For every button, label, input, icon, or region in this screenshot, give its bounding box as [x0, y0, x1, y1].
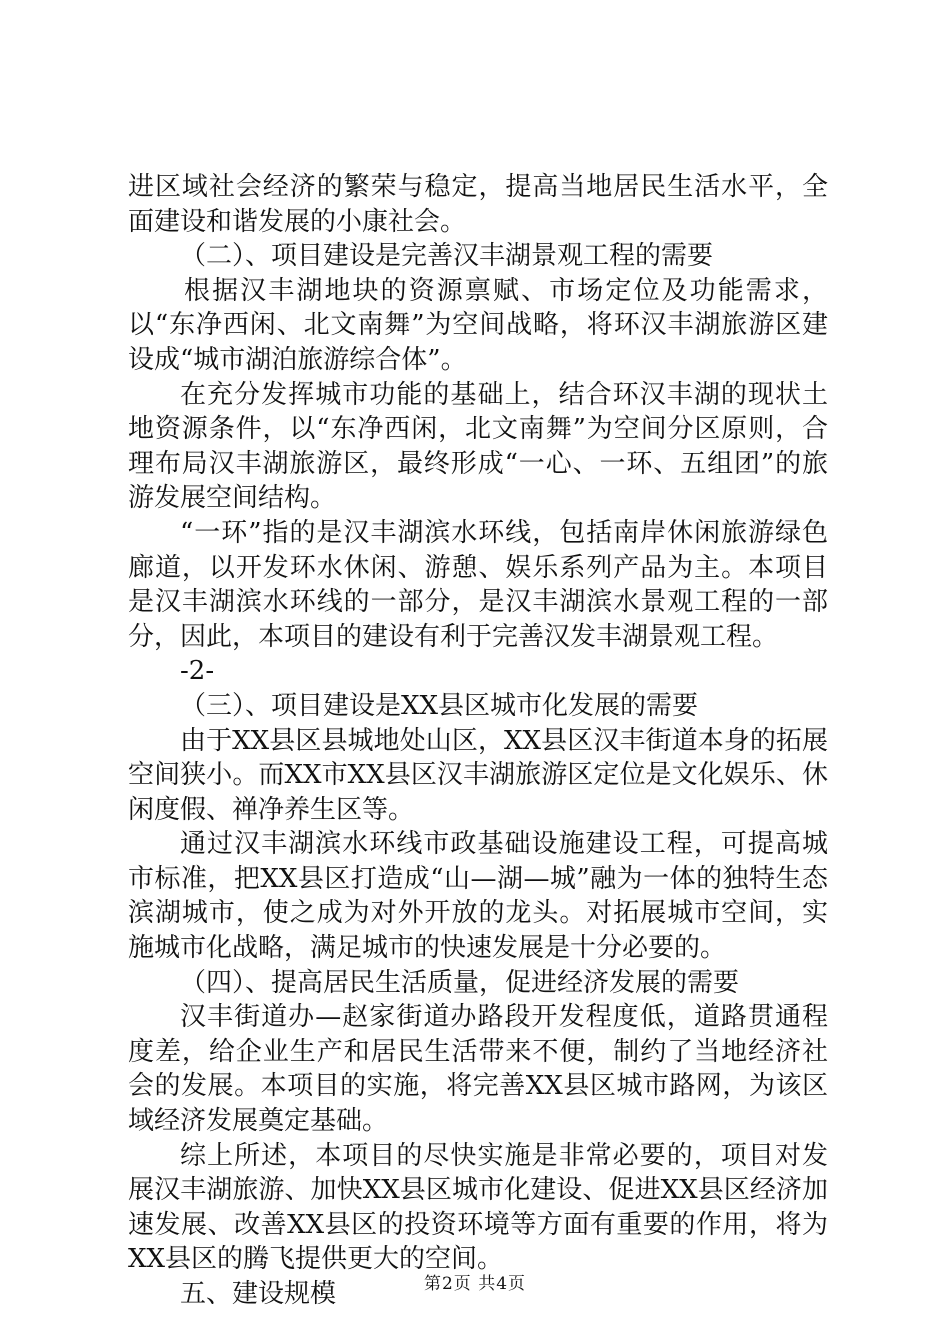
paragraph-urban-standard: 通过汉丰湖滨水环线市政基础设施建设工程，可提高城市标准，把XX县区打造成“山—湖—城”融为一体的独特生态滨湖城市，使之成为对外开放的龙头。对拓展城市空间，实施城市化战略，满足城市的快速发展是十分必要的。: [128, 829, 828, 964]
section-heading-2: （二）、项目建设是完善汉丰湖景观工程的需要: [180, 241, 714, 272]
paragraph-spatial-structure: 在充分发挥城市功能的基础上，结合环汉丰湖的现状土地资源条件，以“东净西闲，北文南舞”为空间分区原则，合理布局汉丰湖旅游区，最终形成“一心、一环、五组团”的旅游发展空间结构。: [128, 379, 828, 514]
document-body: [128, 170, 828, 1312]
paragraph-mountain-county: 由于XX县区县城地处山区，XX县区汉丰街道本身的拓展空间狭小。而XX市XX县区汉丰湖旅游区定位是文化娱乐、休闲度假、禅净养生区等。: [128, 725, 828, 825]
paragraph-one-ring: “一环”指的是汉丰湖滨水环线，包括南岸休闲旅游绿色廊道，以开发环水休闲、游憩、娱乐系列产品为主。本项目是汉丰湖滨水环线的一部分，是汉丰湖滨水景观工程的一部分，因此，本项目的建设有利于完善汉发丰湖景观工程。: [128, 517, 828, 652]
section-heading-4: （四）、提高居民生活质量，促进经济发展的需要: [180, 967, 740, 998]
page-marker: -2-: [180, 656, 215, 687]
paragraph-continuation: 进区域社会经济的繁荣与稳定，提高当地居民生活水平，全面建设和谐发展的小康社会。: [128, 172, 828, 237]
page-footer: 第2页 共4页: [423, 1274, 527, 1294]
paragraph-spatial-strategy: 根据汉丰湖地块的资源禀赋、市场定位及功能需求，以“东净西闲、北文南舞”为空间战略，将环汉丰湖旅游区建设成“城市湖泊旅游综合体”。: [128, 275, 828, 375]
section-heading-3: （三）、项目建设是XX县区城市化发展的需要: [180, 690, 699, 721]
paragraph-road-network: 汉丰街道办—赵家街道办路段开发程度低，道路贯通程度差，给企业生产和居民生活带来不便，制约了当地经济社会的发展。本项目的实施，将完善XX县区城市路网，为该区域经济发展奠定基础。: [128, 1002, 828, 1137]
paragraph-summary: 综上所述，本项目的尽快实施是非常必要的，项目对发展汉丰湖旅游、加快XX县区城市化建设、促进XX县区经济加速发展、改善XX县区的投资环境等方面有重要的作用，将为XX县区的腾飞提供更大的空间。: [128, 1140, 828, 1275]
section-heading-5: 五、建设规模: [180, 1279, 337, 1309]
